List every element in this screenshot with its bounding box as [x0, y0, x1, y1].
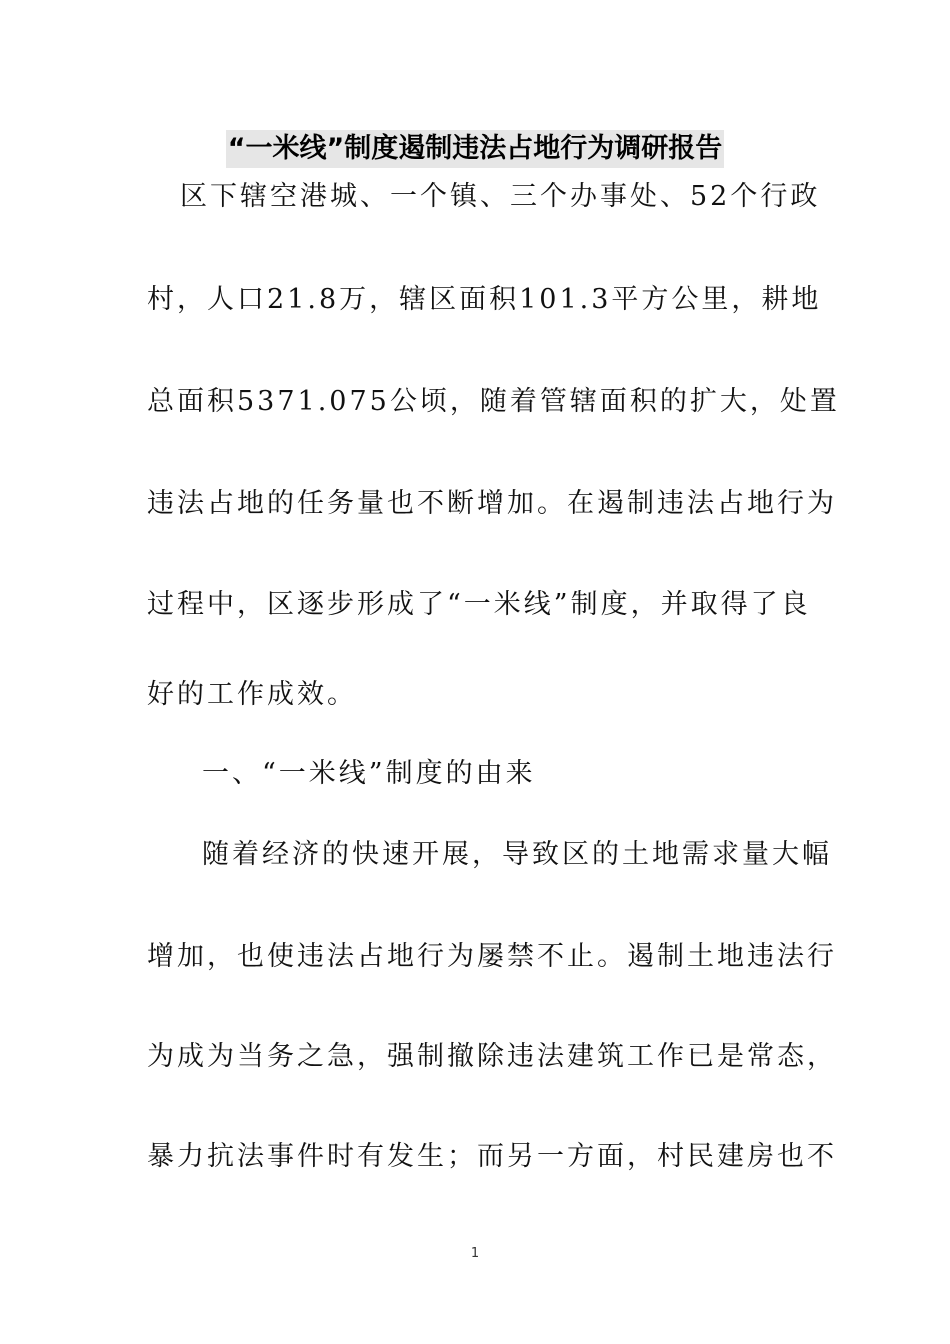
paragraph-line: 暴力抗法事件时有发生；而另一方面，村民建房也不 — [147, 1141, 837, 1172]
paragraph-line: 村，人口21.8万，辖区面积101.3平方公里，耕地 — [147, 284, 822, 315]
document-title: “一米线”制度遏制违法占地行为调研报告 — [226, 130, 725, 168]
paragraph-line: 总面积5371.075公顷，随着管辖面积的扩大，处置 — [147, 386, 840, 417]
paragraph-line: 增加，也使违法占地行为屡禁不止。遏制土地违法行 — [147, 941, 837, 972]
paragraph-line: 随着经济的快速开展，导致区的土地需求量大幅 — [202, 839, 832, 870]
paragraph-line: 为成为当务之急，强制撤除违法建筑工作已是常态， — [147, 1041, 837, 1072]
page-number: 1 — [470, 1246, 480, 1261]
section-heading: 一、“一米线”制度的由来 — [202, 758, 536, 789]
paragraph-line: 违法占地的任务量也不断增加。在遏制违法占地行为 — [147, 488, 837, 519]
paragraph-line: 区下辖空港城、一个镇、三个办事处、52个行政 — [180, 181, 821, 212]
document-title-wrapper — [0, 130, 950, 168]
paragraph-line: 好的工作成效。 — [147, 679, 357, 710]
paragraph-line: 过程中，区逐步形成了“一米线”制度，并取得了良 — [147, 589, 811, 620]
